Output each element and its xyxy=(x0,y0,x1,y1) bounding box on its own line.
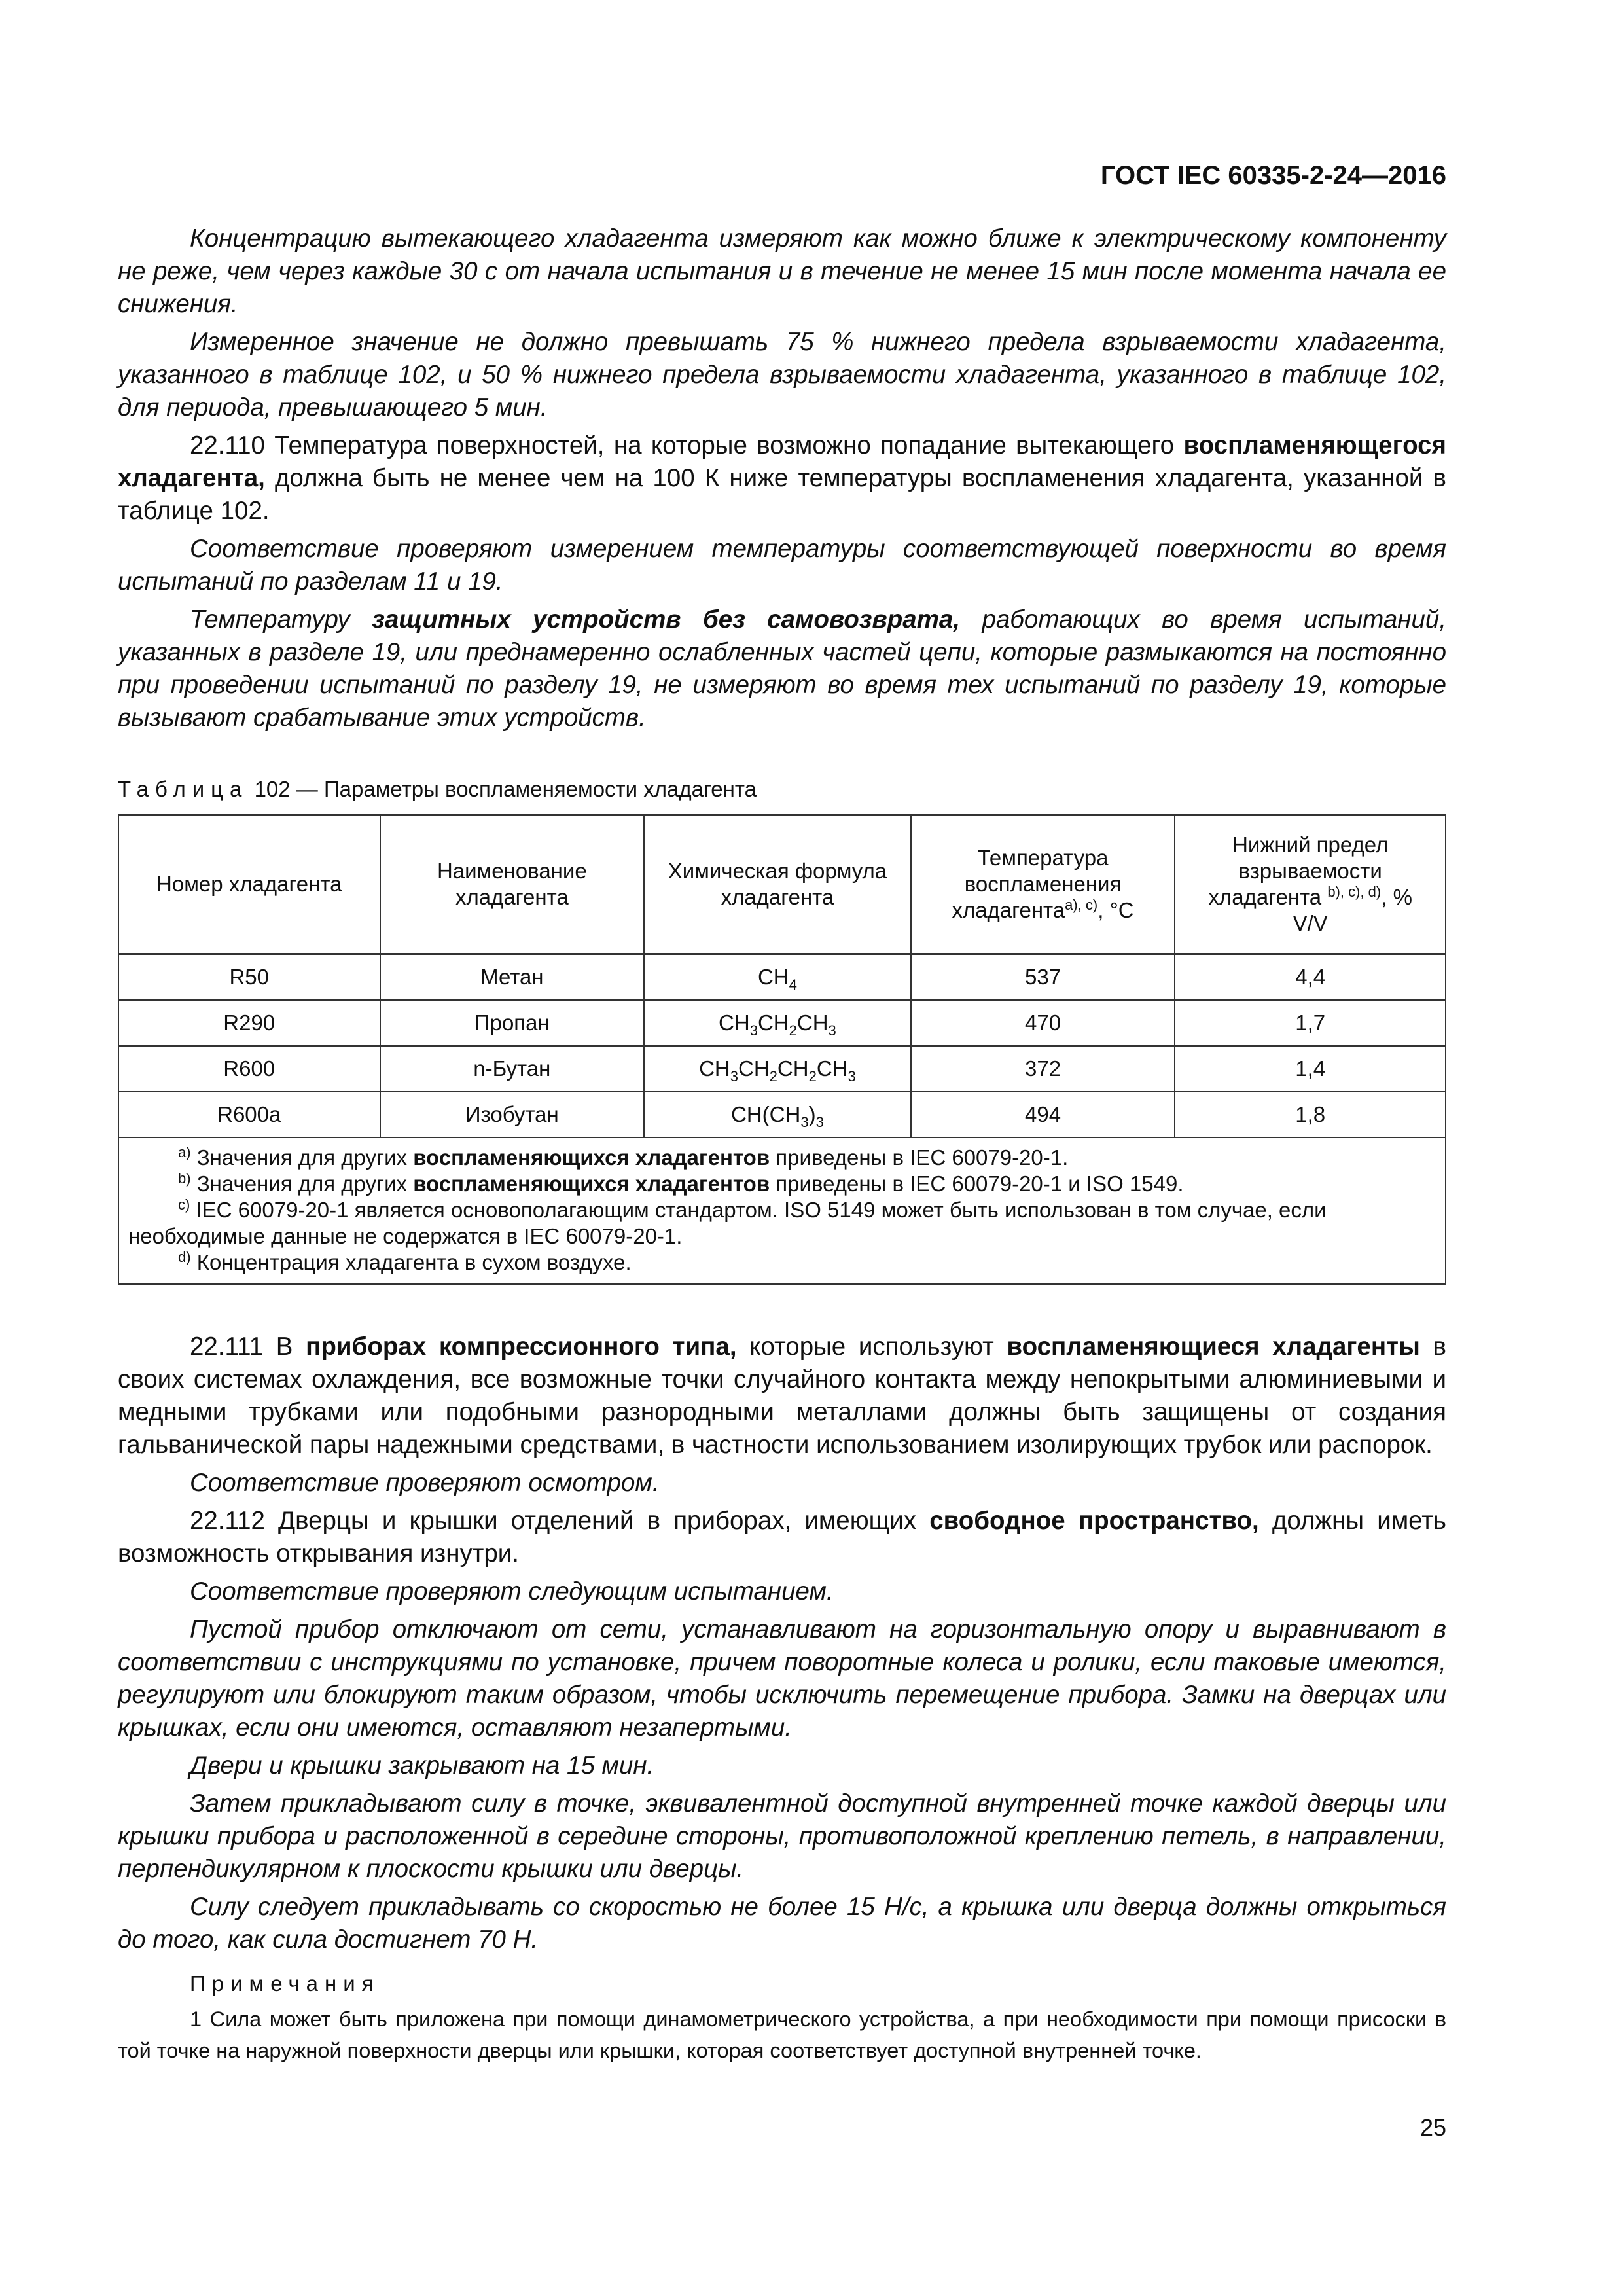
cell-number: R600 xyxy=(118,1046,380,1092)
cell-number: R50 xyxy=(118,954,380,1001)
paragraph-22-111: 22.111 В приборах компрессионного типа, которые используют воспламеняющиеся хладагенты в своих системах охлаждения, все возможные точки случайного контакта между непокрытыми алюминиевыми и медными трубками или подобными разнородными металлами должны быть защищены от создания гальванической пары надежными средствами, в частности использованием изолирующих трубок или распорок. xyxy=(118,1333,1446,1459)
table-footnotes xyxy=(118,1138,1446,1284)
paragraph: Силу следует прикладывать со скоростью не более 15 Н/с, а крышка или дверца должны открыться до того, как сила достигнет 70 Н. xyxy=(118,1893,1446,1954)
paragraph: Температуру защитных устройств без самовозврата, работающих во время испытаний, указанных в разделе 19, или преднамеренно ослабленных частей цепи, которые размыкаются на постоянно при проведении испытаний по разделу 19, не измеряют во время тех испытаний по разделу 19, которые вызывают срабатывание этих устройств. xyxy=(118,605,1446,732)
note-1: 1 Сила может быть приложена при помощи динамометрического устройства, а при необходимости при помощи присоски в той точке на наружной поверхности дверцы или крышки, которая соответствует доступной внутренней точке. xyxy=(118,2007,1446,2062)
table-row xyxy=(118,1046,1446,1092)
document-page xyxy=(118,0,1446,2296)
cell-number: R290 xyxy=(118,1000,380,1046)
paragraph: Соответствие проверяют измерением температуры соответствующей поверхности во время испытаний по разделам 11 и 19. xyxy=(118,535,1446,596)
cell-name: Метан xyxy=(380,954,645,1001)
table-row xyxy=(118,1092,1446,1138)
header-name: Наименование хладагента xyxy=(380,815,645,954)
cell-formula: $CH_4$ xyxy=(644,954,911,1001)
footnote-b: $^{b)}$ Значения для других воспламеняющихся хладагентов приведены в IEC 60079-20-1 и ISO 1549. xyxy=(178,1170,1184,1196)
cell-explosion-limit: 1,8 xyxy=(1175,1092,1446,1138)
cell-formula: $CH_3CH_2CH_3$ xyxy=(644,1000,911,1046)
paragraph: Затем прикладывают силу в точке, эквивалентной доступной внутренней точке каждой дверцы или крышки прибора и расположенной в середине стороны, противоположной креплению петель, в направлении, перпендикулярном к плоскости крышки или дверцы. xyxy=(118,1789,1446,1883)
refrigerant-table xyxy=(118,814,1446,1285)
page-number: 25 xyxy=(1419,2114,1446,2141)
table-row xyxy=(118,954,1446,1001)
table-row xyxy=(118,1000,1446,1046)
cell-name: Пропан xyxy=(380,1000,645,1046)
cell-explosion-limit: 1,7 xyxy=(1175,1000,1446,1046)
header-number: Номер хладагента xyxy=(118,815,380,954)
notes-title: Примечания xyxy=(190,1971,380,1996)
footnote-d: $^{d)}$ Концентрация хладагента в сухом воздухе. xyxy=(178,1249,632,1274)
paragraph: Измеренное значение не должно превышать 75 % нижнего предела взрываемости хладагента, указанного в таблице 102, и 50 % нижнего предела взрываемости хладагента, указанного в таблице 102, для периода, превышающего 5 мин. xyxy=(118,328,1446,422)
cell-formula: $CH(CH_3)_3$ xyxy=(644,1092,911,1138)
paragraph: Концентрацию вытекающего хладагента измеряют как можно ближе к электрическому компоненту не реже, чем через каждые 30 с от начала испытания и в течение не менее 15 мин после момента начала ее снижения. xyxy=(118,224,1446,318)
body-text xyxy=(118,223,1446,2066)
cell-ignition-temperature: 372 xyxy=(911,1046,1175,1092)
header-explosion-limit: Нижний предел взрываемости хладагента $^{b), c), d)}$, % V/V xyxy=(1175,815,1446,954)
footnote-a: $^{a)}$ Значения для других воспламеняющихся хладагентов приведены в IEC 60079-20-1. xyxy=(178,1144,1069,1170)
cell-formula: $CH_3CH_2CH_2CH_3$ xyxy=(644,1046,911,1092)
document-code: ГОСТ IEC 60335-2-24—2016 xyxy=(1100,161,1446,190)
cell-name: n-Бутан xyxy=(380,1046,645,1092)
table-caption: Таблица 102 — Параметры воспламеняемости хладагента xyxy=(118,777,757,801)
footnote-c: $^{c)}$ IEC 60079-20-1 является основополагающим стандартом. ISO 5149 может быть использован в том случае, если необходимые данные не содержатся в IEC 60079-20-1. xyxy=(128,1196,1327,1248)
header-ignition-temperature: Температура воспламенения хладагента$^{a), c)}$, °С xyxy=(911,815,1175,954)
paragraph-22-112: 22.112 Дверцы и крышки отделений в приборах, имеющих свободное пространство, должны иметь возможность открывания изнутри. xyxy=(118,1507,1446,1568)
cell-number: R600a xyxy=(118,1092,380,1138)
cell-ignition-temperature: 537 xyxy=(911,954,1175,1001)
cell-explosion-limit: 1,4 xyxy=(1175,1046,1446,1092)
paragraph-22-110: 22.110 Температура поверхностей, на которые возможно попадание вытекающего воспламеняющегося хладагента, должна быть не менее чем на 100 К ниже температуры воспламенения хладагента, указанной в таблице 102. xyxy=(118,431,1446,525)
cell-explosion-limit: 4,4 xyxy=(1175,954,1446,1001)
cell-ignition-temperature: 494 xyxy=(911,1092,1175,1138)
paragraph: Пустой прибор отключают от сети, устанавливают на горизонтальную опору и выравнивают в соответствии с инструкциями по установке, причем поворотные колеса и ролики, если таковые имеются, регулируют или блокируют таким образом, чтобы исключить перемещение прибора. Замки на дверцах или крышках, если они имеются, оставляют незапертыми. xyxy=(118,1615,1446,1742)
paragraph: Соответствие проверяют следующим испытанием. xyxy=(190,1577,834,1605)
paragraph: Соответствие проверяют осмотром. xyxy=(190,1469,660,1497)
paragraph: Двери и крышки закрывают на 15 мин. xyxy=(190,1751,654,1780)
table-header-row xyxy=(118,815,1446,954)
cell-name: Изобутан xyxy=(380,1092,645,1138)
header-formula: Химическая формула хладагента xyxy=(644,815,911,954)
cell-ignition-temperature: 470 xyxy=(911,1000,1175,1046)
